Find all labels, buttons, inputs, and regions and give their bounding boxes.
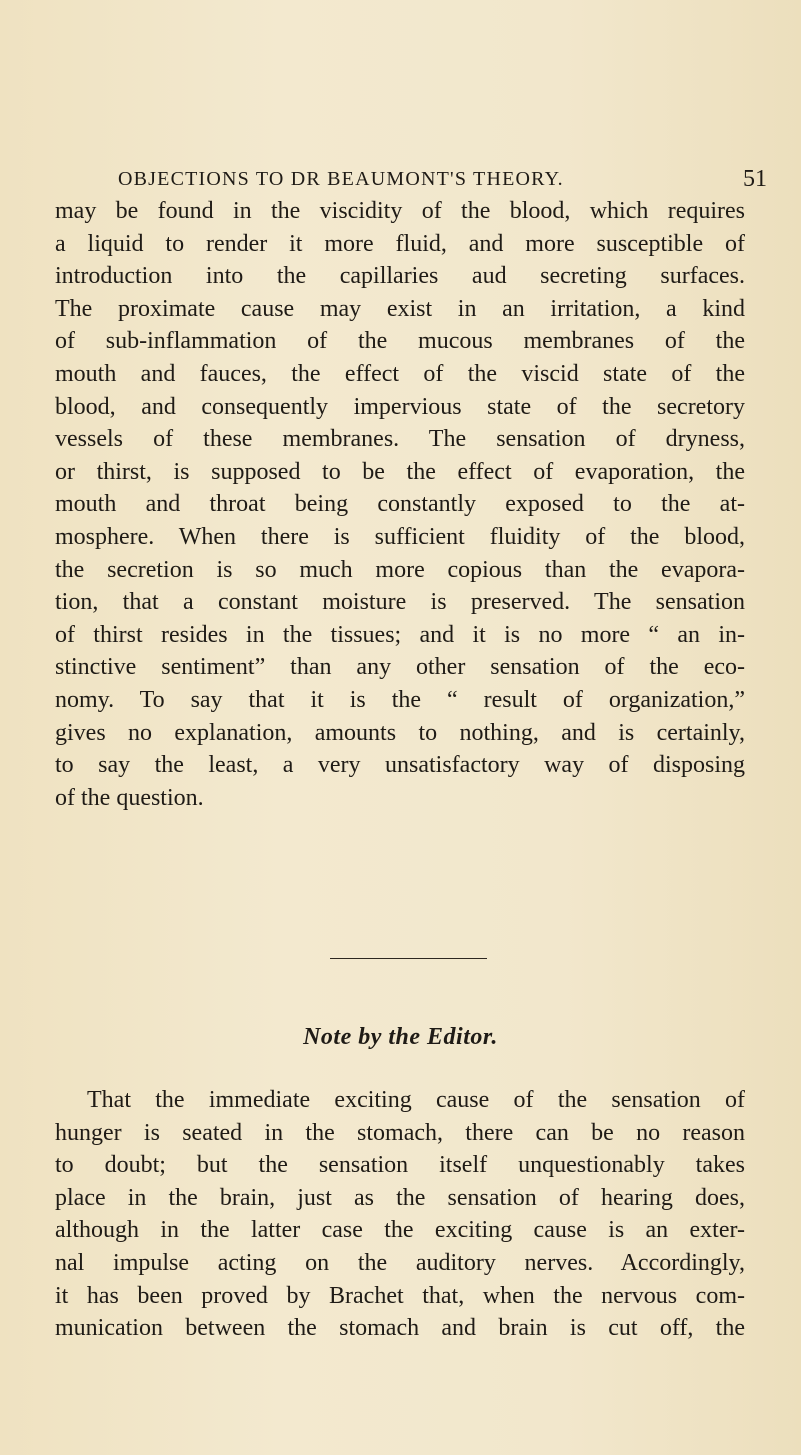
text-line: or thirst, is supposed to be the effect of evaporation, the — [55, 458, 745, 485]
text-line: of thirst resides in the tissues; and it is no more “ an in- — [55, 621, 745, 648]
text-line: although in the latter case the exciting cause is an exter- — [55, 1217, 745, 1244]
running-head: OBJECTIONS TO DR BEAUMONT'S THEORY. — [118, 168, 564, 190]
text-line: vessels of these membranes. The sensation of dryness, — [55, 426, 745, 453]
text-line: of sub-inflammation of the mucous membranes of the — [55, 328, 745, 355]
text-line: mosphere. When there is sufficient fluidity of the blood, — [55, 523, 745, 550]
text-line: to doubt; but the sensation itself unquestionably takes — [55, 1152, 745, 1179]
note-title: Note by the Editor. — [303, 1024, 498, 1050]
text-line: place in the brain, just as the sensation of hearing does, — [55, 1184, 745, 1211]
text-line: nomy. To say that it is the “ result of organization,” — [55, 686, 745, 713]
text-line: gives no explanation, amounts to nothing, and is certainly, — [55, 719, 745, 746]
text-line: mouth and throat being constantly exposed to the at- — [55, 491, 745, 518]
page-header — [0, 168, 801, 198]
text-line: tion, that a constant moisture is preserved. The sensation — [55, 589, 745, 616]
text-line: it has been proved by Brachet that, when the nervous com- — [55, 1282, 745, 1309]
text-line: The proximate cause may exist in an irritation, a kind — [55, 295, 745, 322]
text-line: the secretion is so much more copious than the evapora- — [55, 556, 745, 583]
text-line: nal impulse acting on the auditory nerves. Accordingly, — [55, 1249, 745, 1276]
main-paragraph — [55, 195, 745, 814]
text-line: a liquid to render it more fluid, and more susceptible of — [55, 230, 745, 257]
text-line: to say the least, a very unsatisfactory way of disposing — [55, 752, 745, 779]
section-divider — [330, 958, 487, 959]
page-number: 51 — [743, 166, 767, 192]
text-line: blood, and consequently impervious state of the secretory — [55, 393, 745, 420]
text-line: introduction into the capillaries aud secreting surfaces. — [55, 263, 745, 290]
text-line: of the question. — [55, 784, 204, 811]
text-line: munication between the stomach and brain is cut off, the — [55, 1315, 745, 1342]
text-line: may be found in the viscidity of the blood, which requires — [55, 198, 745, 224]
text-line: mouth and fauces, the effect of the viscid state of the — [55, 360, 745, 387]
editor-note-paragraph — [55, 1084, 745, 1345]
text-line: stinctive sentiment” than any other sensation of the eco- — [55, 654, 745, 681]
text-line: That the immediate exciting cause of the sensation of — [87, 1087, 745, 1113]
text-line: hunger is seated in the stomach, there can be no reason — [55, 1119, 745, 1146]
